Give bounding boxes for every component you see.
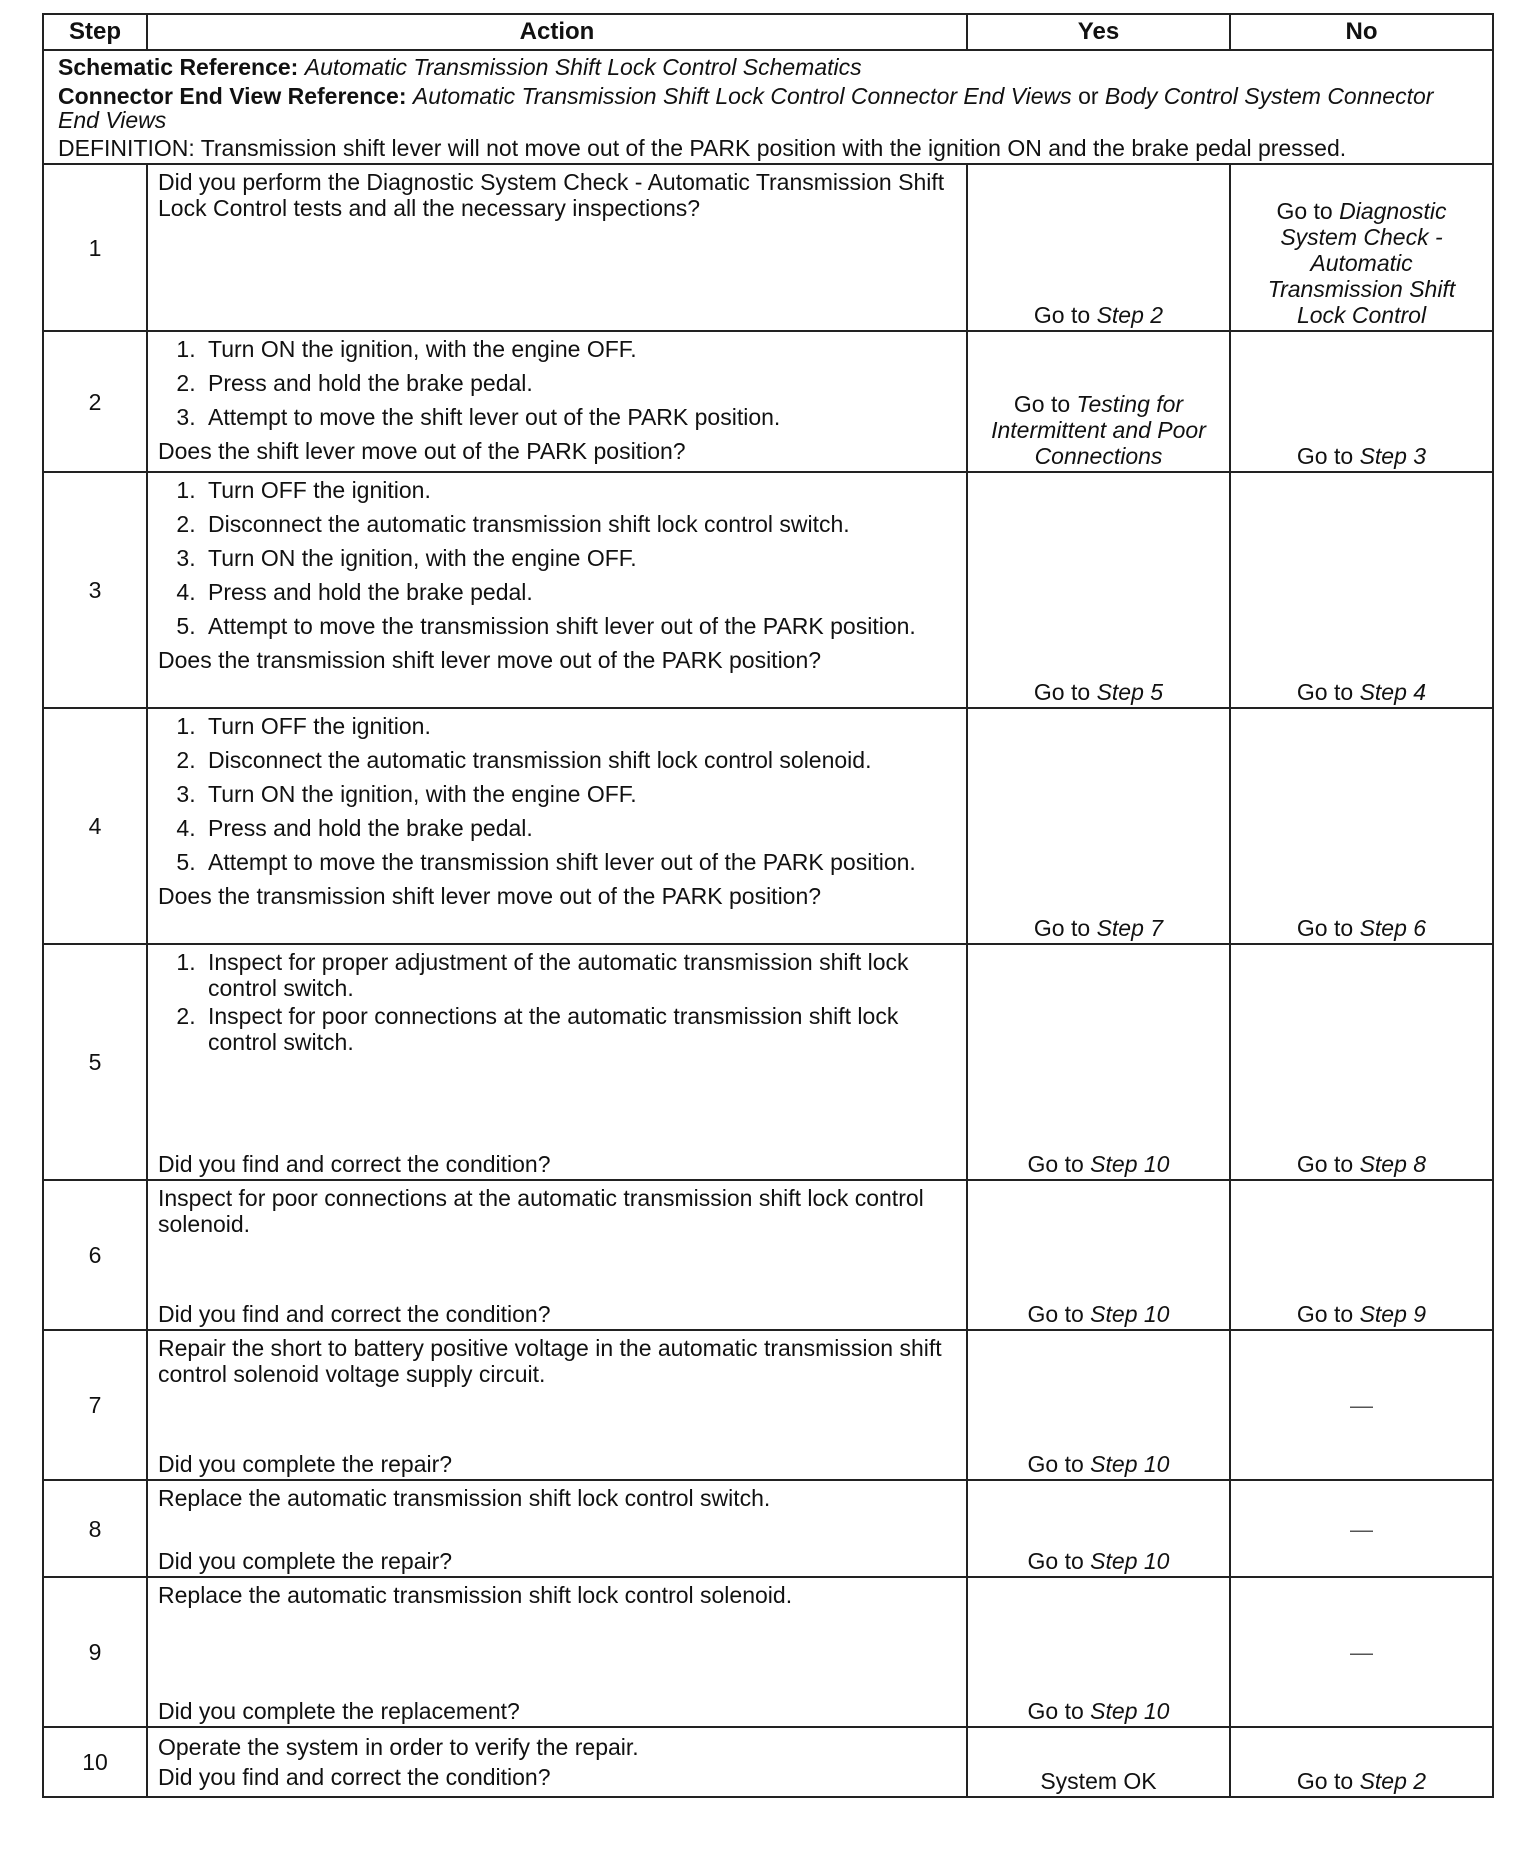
no-link[interactable]: Diagnostic System Check - Automatic Transmission Shift Lock Control [1267,198,1456,328]
yes-link[interactable]: Step 7 [1096,915,1164,941]
header-action: Action [147,14,967,50]
step-number: 2 [43,331,147,472]
no-cell-empty: — [1230,1330,1493,1480]
action-cell [147,944,967,1180]
yes-link[interactable]: Step 10 [1090,1698,1170,1724]
table-row [43,1727,1493,1797]
yes-cell: Go to Step 10 [967,944,1230,1180]
action-cell [147,708,967,944]
yes-link[interactable]: Step 10 [1090,1451,1170,1477]
no-cell-empty: — [1230,1577,1493,1727]
no-cell: Go to Diagnostic System Check - Automatic Transmission Shift Lock Control [1230,164,1493,331]
action-cell [147,1330,967,1480]
action-text: Replace the automatic transmission shift lock control solenoid. [158,1582,793,1608]
action-question: Did you complete the repair? [158,1548,453,1574]
action-cell [147,472,967,708]
yes-cell: System OK [967,1727,1230,1797]
reference-row [43,50,1493,164]
list-item: 1. Turn OFF the ignition. [202,477,956,503]
no-cell-empty: — [1230,1480,1493,1577]
action-question: Did you find and correct the condition? [158,1151,551,1177]
action-steps [158,336,956,430]
yes-link[interactable]: Step 10 [1090,1548,1170,1574]
yes-link[interactable]: Step 10 [1090,1151,1170,1177]
action-question: Did you find and correct the condition? [158,1764,551,1790]
yes-cell: Go to Step 10 [967,1480,1230,1577]
list-item: 5. Attempt to move the transmission shift lever out of the PARK position. [202,849,956,875]
yes-cell: Go to Step 7 [967,708,1230,944]
table-row [43,472,1493,708]
list-item: 2. Inspect for poor connections at the automatic transmission shift lock control switch. [202,1003,956,1055]
yes-cell: Go to Testing for Intermittent and Poor Connections [967,331,1230,472]
yes-link[interactable]: Step 2 [1096,302,1164,328]
action-question: Did you complete the repair? [158,1451,453,1477]
no-link[interactable]: Step 9 [1359,1301,1427,1327]
step-number: 7 [43,1330,147,1480]
header-step: Step [43,14,147,50]
action-steps [158,713,956,875]
table-row [43,1480,1493,1577]
list-item: 4. Press and hold the brake pedal. [202,579,956,605]
action-text: Inspect for poor connections at the automatic transmission shift lock control solenoid. [158,1185,924,1237]
yes-link[interactable]: Step 10 [1090,1301,1170,1327]
action-question: Does the transmission shift lever move out of the PARK position? [158,647,822,673]
action-question: Does the shift lever move out of the PARK position? [158,438,686,464]
yes-cell: Go to Step 2 [967,164,1230,331]
step-number: 9 [43,1577,147,1727]
list-item: 1. Turn ON the ignition, with the engine OFF. [202,336,956,362]
table-row [43,708,1493,944]
step-number: 3 [43,472,147,708]
no-cell: Go to Step 3 [1230,331,1493,472]
list-item: 1. Turn OFF the ignition. [202,713,956,739]
table-header-row [43,14,1493,50]
step-number: 5 [43,944,147,1180]
action-cell [147,1480,967,1577]
action-question: Did you find and correct the condition? [158,1301,551,1327]
action-cell [147,1180,967,1330]
table-row [43,1180,1493,1330]
action-steps [158,949,956,1055]
list-item: 2. Disconnect the automatic transmission shift lock control switch. [202,511,956,537]
yes-link[interactable]: Testing for Intermittent and Poor Connections [991,391,1206,469]
list-item: 5. Attempt to move the transmission shift lever out of the PARK position. [202,613,956,639]
no-link[interactable]: Step 4 [1359,679,1427,705]
list-item: 4. Press and hold the brake pedal. [202,815,956,841]
no-cell: Go to Step 8 [1230,944,1493,1180]
action-cell: Did you perform the Diagnostic System Check - Automatic Transmission Shift Lock Control tests and all the necessary inspections? [147,164,967,331]
diagnostic-table-page [42,13,1492,1798]
table-row [43,1577,1493,1727]
action-text: Repair the short to battery positive voltage in the automatic transmission shift control solenoid voltage supply circuit. [158,1335,942,1387]
yes-cell: Go to Step 10 [967,1330,1230,1480]
list-item: 3. Turn ON the ignition, with the engine OFF. [202,781,956,807]
schematic-reference-link[interactable]: Automatic Transmission Shift Lock Control Schematics [304,54,862,80]
yes-link[interactable]: Step 5 [1096,679,1164,705]
connector-reference-link-1[interactable]: Automatic Transmission Shift Lock Control Connector End Views [412,83,1072,109]
action-cell [147,1727,967,1797]
no-cell: Go to Step 9 [1230,1180,1493,1330]
header-yes: Yes [967,14,1230,50]
list-item: 2. Press and hold the brake pedal. [202,370,956,396]
action-question: Does the transmission shift lever move out of the PARK position? [158,883,822,909]
reference-cell [43,50,1493,164]
list-item: 3. Attempt to move the shift lever out of the PARK position. [202,404,956,430]
yes-cell: Go to Step 10 [967,1577,1230,1727]
list-item: 3. Turn ON the ignition, with the engine OFF. [202,545,956,571]
table-row [43,944,1493,1180]
action-cell [147,331,967,472]
list-item: 1. Inspect for proper adjustment of the automatic transmission shift lock control switch. [202,949,956,1001]
step-number: 1 [43,164,147,331]
action-question: Did you complete the replacement? [158,1698,520,1724]
action-cell [147,1577,967,1727]
step-number: 6 [43,1180,147,1330]
schematic-reference: Schematic Reference: Automatic Transmission Shift Lock Control Schematics [58,54,862,80]
no-link[interactable]: Step 8 [1359,1151,1427,1177]
table-row [43,164,1493,331]
list-item: 2. Disconnect the automatic transmission shift lock control solenoid. [202,747,956,773]
action-steps [158,477,956,639]
header-no: No [1230,14,1493,50]
connector-reference-link-2[interactable]: Body Control System Connector End Views [58,83,1434,133]
no-cell: Go to Step 2 [1230,1727,1493,1797]
yes-cell: Go to Step 10 [967,1180,1230,1330]
action-text: Operate the system in order to verify the repair. [158,1734,639,1760]
no-link[interactable]: Step 6 [1359,915,1427,941]
no-cell: Go to Step 6 [1230,708,1493,944]
no-link[interactable]: Step 2 [1359,1768,1427,1794]
no-link[interactable]: Step 3 [1359,443,1427,469]
no-cell: Go to Step 4 [1230,472,1493,708]
table-row [43,331,1493,472]
step-number: 4 [43,708,147,944]
table-row [43,1330,1493,1480]
definition: DEFINITION: Transmission shift lever will not move out of the PARK position with the ignition ON and the brake pedal pressed. [58,135,1347,161]
diagnostic-table [42,13,1494,1798]
yes-cell: Go to Step 5 [967,472,1230,708]
connector-reference: Connector End View Reference: Automatic Transmission Shift Lock Control Connector End Views or Body Control System Connector End Views [58,83,1434,133]
step-number: 10 [43,1727,147,1797]
action-text: Replace the automatic transmission shift lock control switch. [158,1485,771,1511]
step-number: 8 [43,1480,147,1577]
